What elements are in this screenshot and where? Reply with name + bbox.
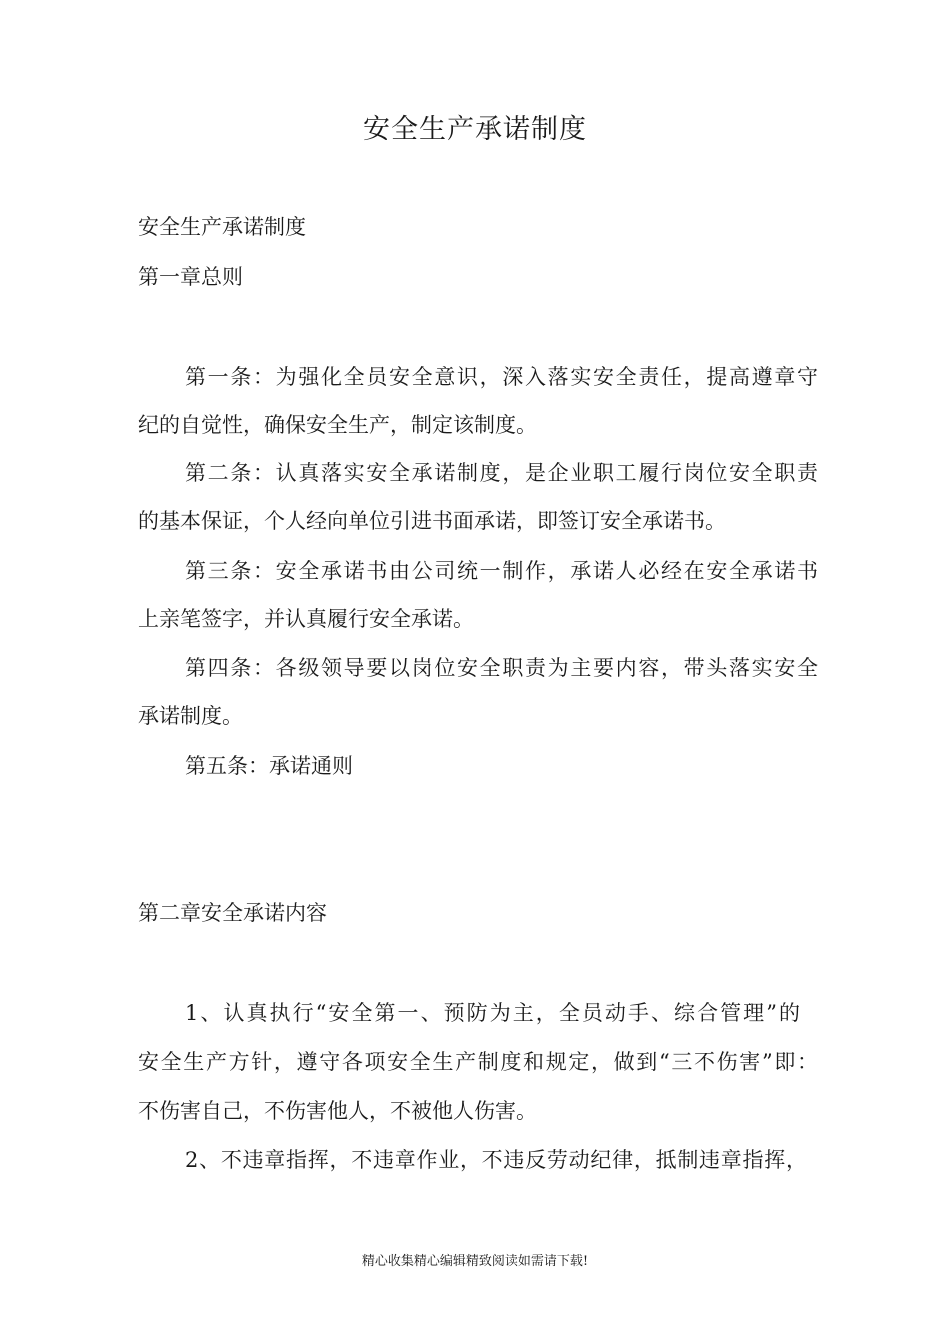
article-3-line-1: 第三条：安全承诺书由公司统一制作，承诺人必经在安全承诺书 (185, 559, 818, 583)
article-1-line-2: 纪的自觉性，确保安全生产，制定该制度。 (138, 413, 537, 437)
article-2-line-1: 第二条：认真落实安全承诺制度，是企业职工履行岗位安全职责 (185, 461, 818, 485)
chapter-2-heading: 第二章安全承诺内容 (138, 901, 327, 925)
article-1-line-1: 第一条：为强化全员安全意识，深入落实安全责任，提高遵章守 (185, 365, 818, 389)
item-1-line-2: 安全生产方针，遵守各项安全生产制度和规定，做到“三不伤害”即： (138, 1050, 818, 1074)
document-title: 安全生产承诺制度 (363, 114, 587, 145)
document-subtitle: 安全生产承诺制度 (138, 215, 306, 239)
article-4-line-2: 承诺制度。 (138, 704, 243, 728)
item-1-line-1: 1、认真执行“安全第一、预防为主，全员动手、综合管理”的 (185, 1001, 800, 1025)
chapter-1-heading: 第一章总则 (138, 265, 243, 289)
item-1-line-3: 不伤害自己，不伤害他人，不被他人伤害。 (138, 1099, 537, 1123)
item-2-line-1: 2、不违章指挥，不违章作业，不违反劳动纪律，抵制违章指挥， (185, 1148, 807, 1172)
article-3-line-2: 上亲笔签字，并认真履行安全承诺。 (138, 607, 474, 631)
article-5-line-1: 第五条：承诺通则 (185, 754, 353, 778)
article-2-line-2: 的基本保证，个人经向单位引进书面承诺，即签订安全承诺书。 (138, 509, 726, 533)
page-footer: 精心收集精心编辑精致阅读如需请下载! (361, 1254, 589, 1269)
article-4-line-1: 第四条：各级领导要以岗位安全职责为主要内容，带头落实安全 (185, 656, 818, 680)
